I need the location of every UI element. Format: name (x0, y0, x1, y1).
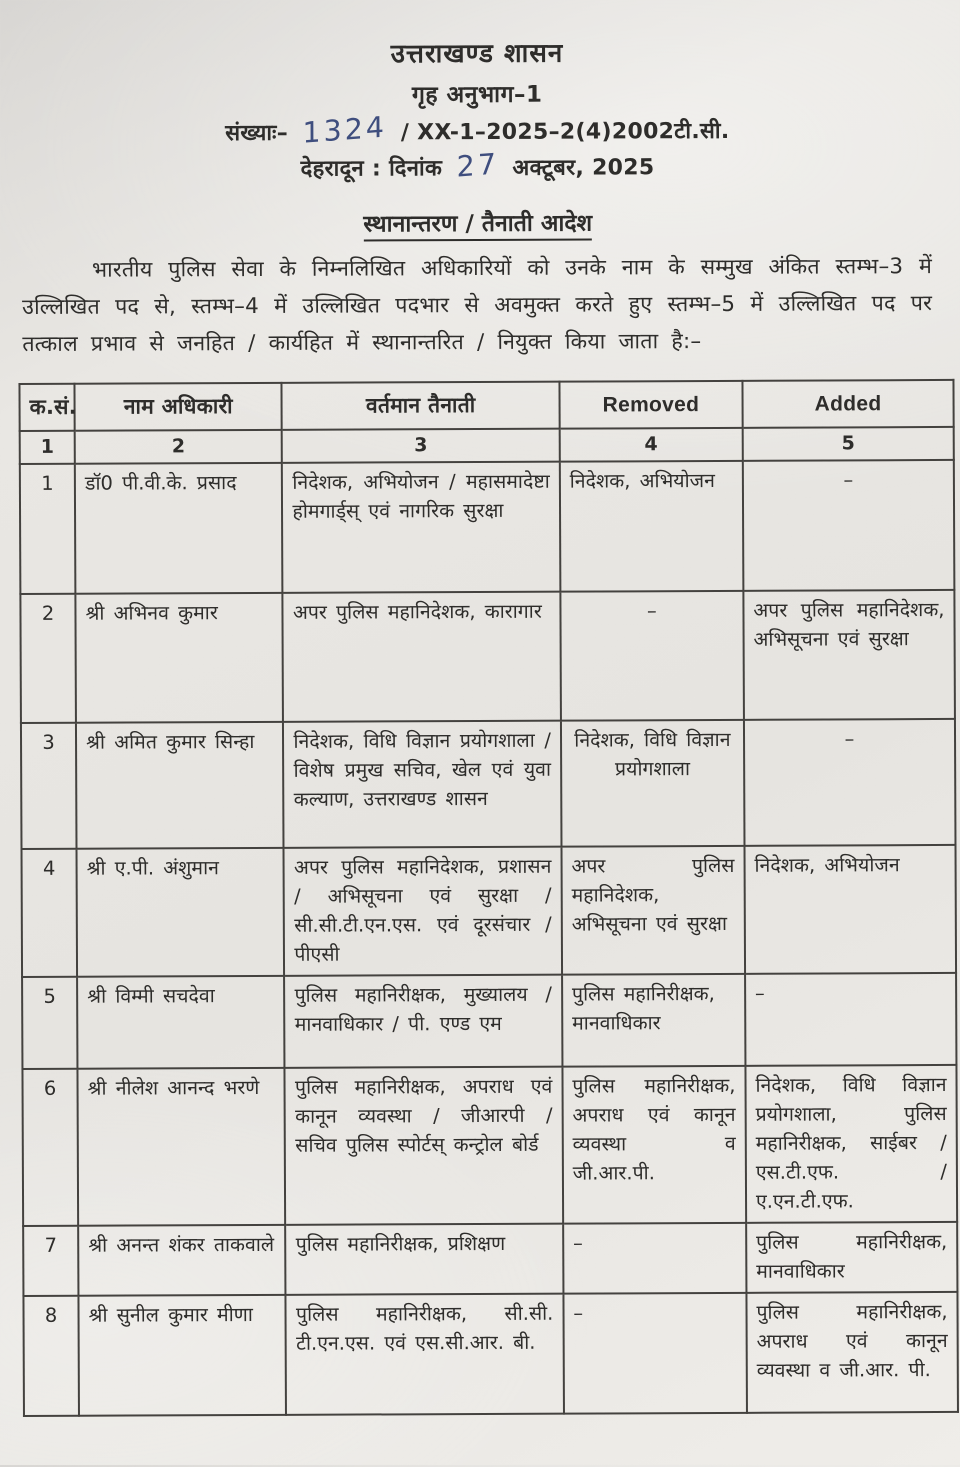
col-number-5: 5 (743, 427, 954, 461)
table-row (20, 460, 955, 594)
cell-officer-name: श्री अभिनव कुमार (75, 593, 283, 723)
cell-removed: – (563, 1223, 746, 1294)
cell-added: – (745, 973, 957, 1066)
cell-added: अपर पुलिस महानिदेशक, अभिसूचना एवं सुरक्षा (743, 590, 955, 720)
cell-added: निदेशक, विधि विज्ञान प्रयोगशाला, पुलिस महानिरीक्षक, साईबर / एस.टी.एफ. / ए.एन.टी.एफ. (745, 1065, 957, 1223)
cell-current-posting: अपर पुलिस महानिदेशक, प्रशासन / अभिसूचना एवं सुरक्षा / सी.सी.टी.एन.एस. एवं दूरसंचार / पीएसी (284, 847, 562, 976)
cell-current-posting: निदेशक, अभियोजन / महासमादेष्टा होमगार्ड्स् एवं नागरिक सुरक्षा (282, 462, 560, 593)
cell-serial: 3 (21, 723, 77, 849)
reference-number-line (11, 109, 943, 150)
cell-removed: निदेशक, विधि विज्ञान प्रयोगशाला (561, 720, 745, 847)
col-header-added: Added (742, 380, 953, 428)
transfer-table (18, 379, 959, 1417)
table-row (22, 973, 956, 1069)
col-header-serial: क.सं. (19, 384, 74, 431)
table-row (23, 1222, 957, 1296)
col-header-current-posting: वर्तमान तैनाती (282, 382, 560, 430)
handwritten-date: 27 (456, 146, 499, 184)
col-header-officer-name: नाम अधिकारी (75, 383, 283, 431)
reference-number-suffix: / XX-1–2025–2(4)2002टी.सी. (400, 118, 730, 146)
cell-added: निदेशक, अभियोजन (744, 845, 956, 974)
cell-removed: पुलिस महानिरीक्षक, मानवाधिकार (562, 974, 745, 1067)
cell-added: – (743, 460, 955, 591)
table-row (22, 1065, 957, 1226)
cell-serial: 7 (23, 1226, 78, 1296)
cell-current-posting: पुलिस महानिरीक्षक, अपराध एवं कानून व्यवस्था / जीआरपी / सचिव पुलिस स्पोर्टस् कन्ट्रोल बोर्ड (285, 1067, 563, 1225)
table-column-number-row (20, 427, 954, 464)
cell-officer-name: श्री अमित कुमार सिन्हा (76, 722, 284, 849)
cell-removed: – (563, 1293, 747, 1414)
order-title: स्थानान्तरण / तैनाती आदेश (363, 211, 592, 242)
cell-serial: 8 (23, 1296, 79, 1416)
cell-current-posting: पुलिस महानिरीक्षक, सी.सी. टी.एन.एस. एवं एस.सी.आर. बी. (286, 1294, 564, 1415)
cell-current-posting: अपर पुलिस महानिदेशक, कारागार (283, 592, 561, 722)
cell-current-posting: पुलिस महानिरीक्षक, मुख्यालय / मानवाधिकार / पी. एण्ड एम (284, 975, 562, 1068)
cell-officer-name: श्री नीलेश आनन्द भरणे (78, 1068, 286, 1226)
place-date-line (11, 146, 943, 184)
handwritten-reference-number: 1324 (302, 109, 387, 150)
table-row (23, 1292, 958, 1416)
col-header-removed: Removed (559, 381, 742, 429)
col-number-3: 3 (282, 429, 560, 463)
cell-officer-name: श्री ए.पी. अंशुमान (77, 848, 285, 977)
cell-officer-name: डॉ0 पी.वी.के. प्रसाद (75, 463, 283, 594)
date-suffix: अक्टूबर, 2025 (512, 155, 655, 181)
table-row (20, 590, 955, 723)
document-header (11, 32, 944, 184)
col-number-1: 1 (20, 431, 75, 464)
cell-serial: 2 (20, 594, 76, 723)
cell-serial: 4 (22, 849, 78, 977)
place-date-prefix: देहरादून : दिनांक (300, 156, 443, 182)
order-body-paragraph: भारतीय पुलिस सेवा के निम्नलिखित अधिकारियों को उनके नाम के सम्मुख अंकित स्तम्भ–3 में उल्लिखित पद से, स्तम्भ–4 में उल्लिखित पदभार से अवमुक्त करते हुए स्तम्भ–5 में उल्लिखित पद पर तत्काल प्रभाव से जनहित / कार्यहित में स्थानान्तरित / नियुक्त किया जाता है:– (22, 254, 933, 357)
cell-officer-name: श्री विम्मी सचदेवा (77, 976, 285, 1069)
cell-officer-name: श्री अनन्त शंकर ताकवाले (78, 1225, 286, 1296)
cell-serial: 1 (20, 464, 76, 594)
cell-removed: अपर पुलिस महानिदेशक, अभिसूचना एवं सुरक्षा (561, 846, 745, 975)
cell-current-posting: पुलिस महानिरीक्षक, प्रशिक्षण (286, 1224, 564, 1295)
cell-serial: 5 (22, 977, 77, 1069)
cell-added: पुलिस महानिरीक्षक, अपराध एवं कानून व्यवस्था व जी.आर. पी. (746, 1292, 958, 1413)
order-title-line (12, 204, 944, 240)
col-number-4: 4 (560, 428, 743, 462)
cell-current-posting: निदेशक, विधि विज्ञान प्रयोगशाला / विशेष प्रमुख सचिव, खेल एवं युवा कल्याण, उत्तराखण्ड शासन (283, 721, 561, 848)
cell-officer-name: श्री सुनील कुमार मीणा (79, 1295, 287, 1416)
government-name: उत्तराखण्ड शासन (390, 38, 564, 70)
table-header-row (19, 380, 953, 431)
department-section: गृह अनुभाग–1 (411, 81, 543, 109)
col-number-2: 2 (75, 430, 282, 464)
cell-serial: 6 (22, 1069, 78, 1226)
reference-number-prefix: संख्याः– (225, 120, 289, 147)
cell-removed: निदेशक, अभियोजन (560, 461, 744, 592)
table-row (21, 719, 956, 849)
cell-removed: – (560, 591, 744, 721)
cell-removed: पुलिस महानिरीक्षक, अपराध एवं कानून व्यवस्था व जी.आर.पी. (562, 1066, 746, 1224)
cell-added: – (744, 719, 956, 846)
cell-added: पुलिस महानिरीक्षक, मानवाधिकार (746, 1222, 957, 1293)
table-row (22, 845, 957, 977)
